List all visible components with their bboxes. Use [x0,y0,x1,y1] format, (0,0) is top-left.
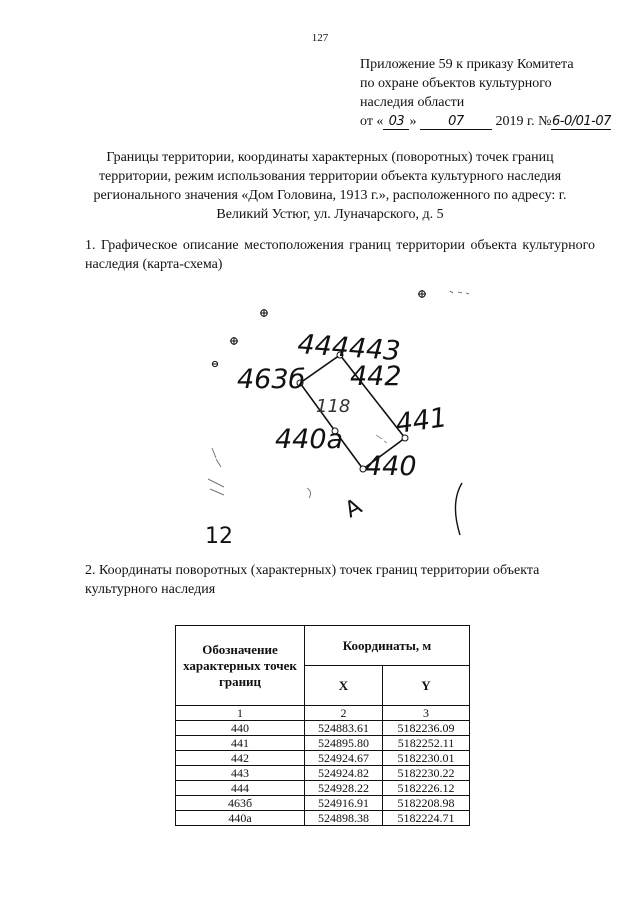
point-id-cell: 463б [176,796,305,811]
table-row [176,766,470,781]
table-row [176,736,470,751]
date-prefix: от « [360,114,384,129]
document-title: Границы территории, координаты характерных (поворотных) точек границ территории, режим использования территории объекта культурного наследия регионального значения «Дом Головина, 1913 г.», расположенного по адресу: г. Великий Устюг, ул. Луначарского, д. 5 [93,150,567,222]
x-cell: 524928.22 [305,781,383,796]
annex-block [360,55,611,131]
label-442: 442 [350,361,402,392]
table-row [176,721,470,736]
table-index-row [176,706,470,721]
neighbour-mark [208,479,224,495]
date-month: 07 [420,115,492,130]
page-number: 127 [311,32,329,44]
map-speckle [376,435,387,443]
date-day: 03 [383,115,409,130]
section-1-heading: 1. Графическое описание местоположения границ территории объекта культурного наследия (карта-схема) [85,238,595,272]
annex-line-2: по охране объектов культурного [360,76,552,91]
table-row [176,811,470,826]
crosshair-marker-icon [212,361,218,366]
header-coordinates: Координаты, м [305,626,470,666]
coordinates-table [175,625,470,826]
map-speckle [450,291,469,294]
label-463b: 463б [237,364,306,395]
label-440a: 440а [275,424,344,455]
neighbour-contour [455,483,462,535]
label-440: 440 [365,451,417,482]
point-id-cell: 440 [176,721,305,736]
neighbour-mark [307,488,311,498]
point-id-cell: 440а [176,811,305,826]
date-mid: » [409,114,417,129]
x-cell: 524898.38 [305,811,383,826]
y-cell: 5182236.09 [383,721,470,736]
y-cell: 5182252.11 [383,736,470,751]
y-cell: 5182230.22 [383,766,470,781]
neighbour-mark [212,448,221,467]
crosshair-marker-icon [230,337,238,345]
area-number: 118 [316,396,351,417]
site-map [200,283,480,543]
table-row [176,796,470,811]
x-cell: 524883.61 [305,721,383,736]
annex-date-line [360,112,611,131]
header-designation: Обозначение характерных точек границ [176,626,305,706]
crosshair-marker-icon [260,309,268,317]
y-cell: 5182224.71 [383,811,470,826]
x-cell: 524916.91 [305,796,383,811]
y-cell: 5182226.12 [383,781,470,796]
header-x: X [305,666,383,706]
point-id-cell: 443 [176,766,305,781]
plot-number-12: 12 [205,524,233,543]
header-y: Y [383,666,470,706]
y-cell: 5182208.98 [383,796,470,811]
index-cell: 1 [176,706,305,721]
index-cell: 3 [383,706,470,721]
x-cell: 524895.80 [305,736,383,751]
order-number: 6-0/01-07 [552,114,611,129]
label-444-443: 444443 [296,329,402,368]
crosshair-marker-icon [418,290,426,298]
index-cell: 2 [305,706,383,721]
annex-line-1: Приложение 59 к приказу Комитета [360,57,574,72]
table-row [176,751,470,766]
point-id-cell: 444 [176,781,305,796]
section-2-heading: 2. Координаты поворотных (характерных) точек границ территории объекта культурного наследия [85,563,540,597]
date-year: 2019 г. № [495,114,552,129]
letter-a: А [341,494,367,524]
y-cell: 5182230.01 [383,751,470,766]
annex-line-3: наследия области [360,95,465,110]
point-id-cell: 441 [176,736,305,751]
x-cell: 524924.67 [305,751,383,766]
point-id-cell: 442 [176,751,305,766]
table-row [176,781,470,796]
x-cell: 524924.82 [305,766,383,781]
label-441: 441 [393,402,450,440]
